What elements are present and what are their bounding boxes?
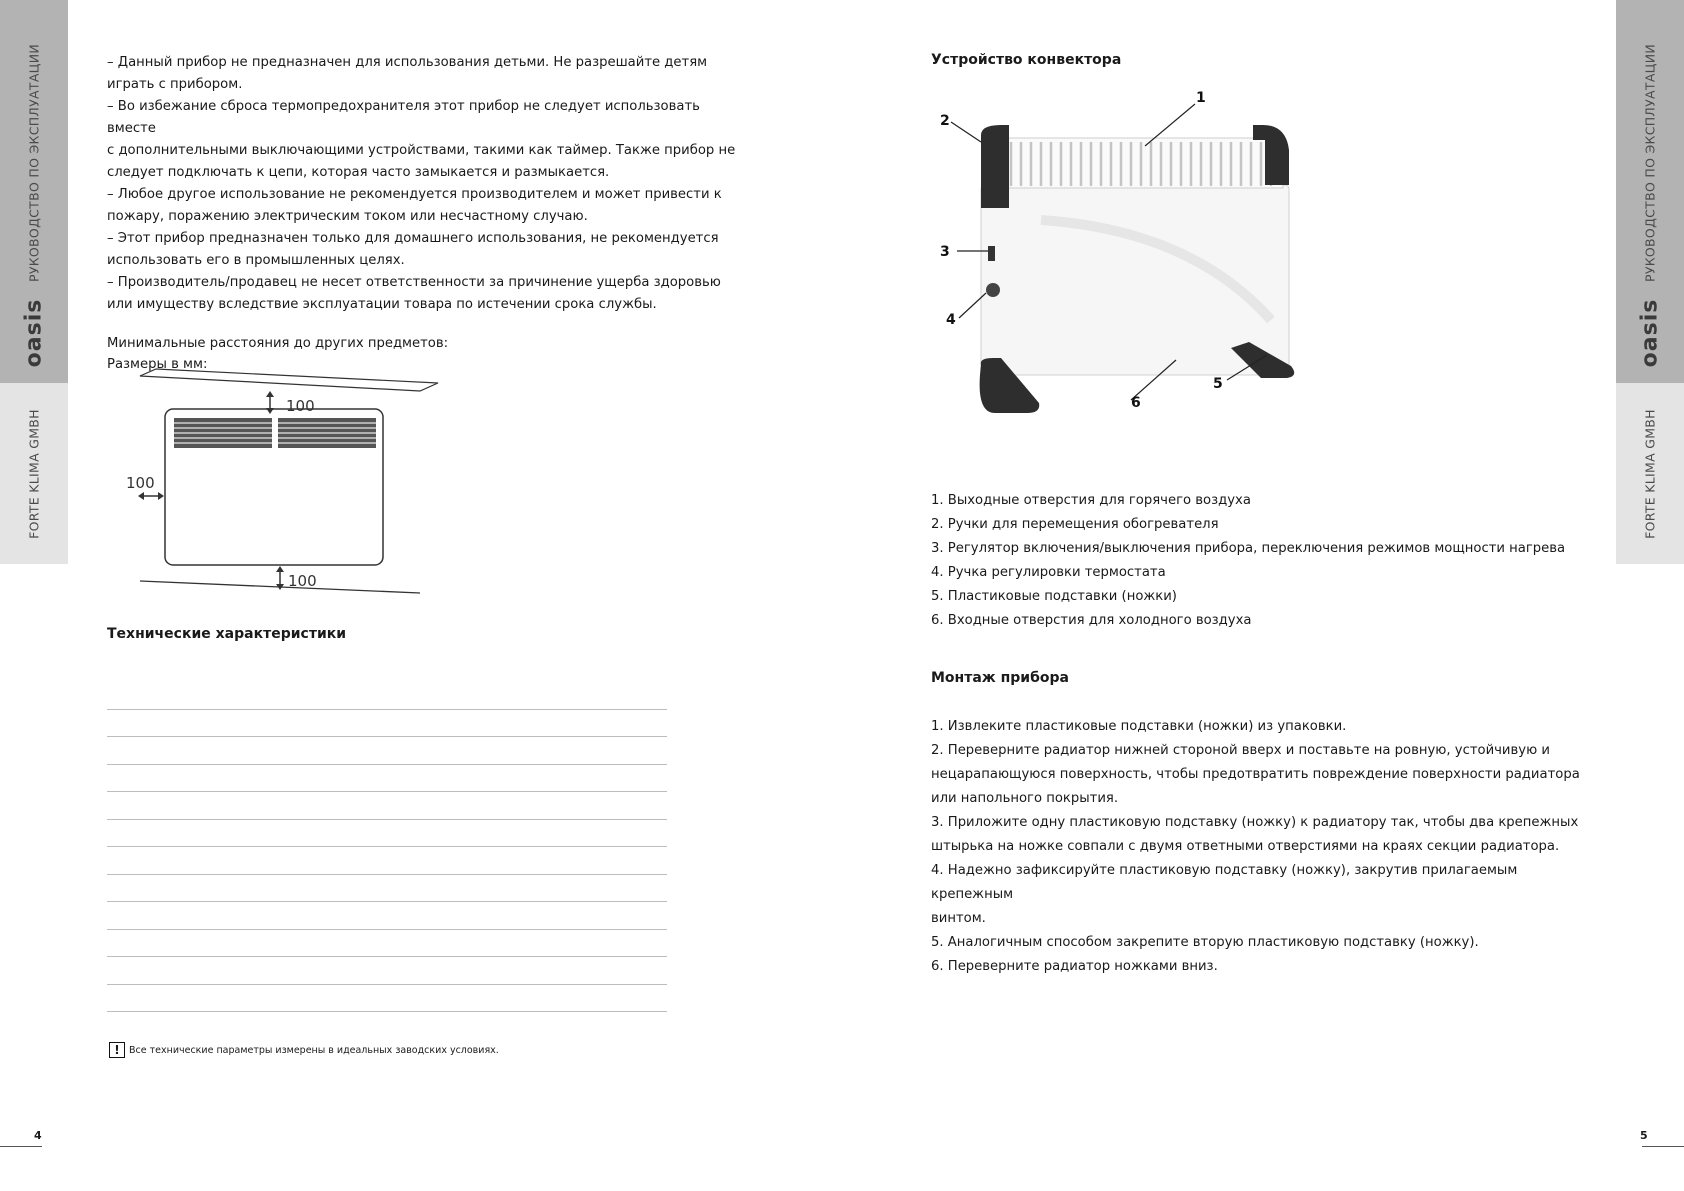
page-rule-left: [0, 1146, 42, 1147]
side-distance-label: 100: [126, 474, 155, 492]
table-row: [107, 820, 667, 848]
tech-specs-heading: Технические характеристики: [107, 626, 347, 642]
table-row: [107, 875, 667, 903]
left-sidebar: [0, 0, 68, 564]
table-row: [107, 710, 667, 738]
list-item: 1. Извлеките пластиковые подставки (ножки) из упаковки.: [931, 719, 1347, 734]
list-item: 3. Регулятор включения/выключения прибора, переключения режимов мощности нагрева: [931, 541, 1566, 556]
table-row: [107, 792, 667, 820]
sidebar-company: FORTE KLIMA GMBH: [26, 409, 42, 539]
warning-liability: – Производитель/продавец не несет ответственности за причинение ущерба здоровью или имуществу вследствие эксплуатации товара по истечении срока службы.: [107, 275, 721, 312]
thermostat-knob: [986, 283, 1000, 297]
sidebar-company: FORTE KLIMA GMBH: [1642, 409, 1658, 539]
list-item: 6. Переверните радиатор ножками вниз.: [931, 959, 1218, 974]
right-sidebar: [1616, 0, 1684, 564]
device-section: [931, 52, 1591, 68]
callout-1: 1: [1196, 90, 1206, 106]
list-item: 4. Ручка регулировки термостата: [931, 565, 1166, 580]
list-item: нецарапающуюся поверхность, чтобы предотвратить повреждение поверхности радиатора: [931, 767, 1580, 782]
list-item: 3. Приложите одну пластиковую подставку (ножку) к радиатору так, чтобы два крепежных: [931, 815, 1579, 830]
sidebar-manual-label: РУКОВОДСТВО ПО ЭКСПЛУАТАЦИИ: [1642, 43, 1658, 283]
warning-household: – Этот прибор предназначен только для домашнего использования, не рекомендуется использовать его в промышленных целях.: [107, 231, 719, 268]
sidebar-brand-logo: oasis: [1637, 298, 1663, 368]
left-handle: [981, 125, 1009, 208]
table-row: [107, 737, 667, 765]
warning-children: – Данный прибор не предназначен для использования детьми. Не разрешайте детям играть с прибором.: [107, 55, 708, 92]
page-number-right: 5: [1640, 1129, 1648, 1142]
top-grille: [983, 138, 1283, 188]
table-row: [107, 985, 667, 1013]
distances-units: Размеры в мм:: [107, 356, 208, 372]
list-item: 4. Надежно зафиксируйте пластиковую подставку (ножку), закрутив прилагаемым крепежным: [931, 863, 1518, 902]
wall-shelf-shape: [140, 369, 438, 391]
page-number-left: 4: [34, 1129, 42, 1142]
callout-6: 6: [1131, 395, 1141, 411]
tech-specs-table: [107, 682, 667, 1012]
montage-steps: [931, 715, 1581, 979]
list-item: или напольного покрытия.: [931, 791, 1119, 806]
power-switch: [988, 246, 995, 261]
clearance-diagram: [120, 366, 450, 606]
table-row: [107, 957, 667, 985]
convector-illustration: [931, 80, 1381, 430]
list-item: винтом.: [931, 911, 986, 926]
note-text: Все технические параметры измерены в идеальных заводских условиях.: [129, 1044, 499, 1056]
montage-heading: Монтаж прибора: [931, 670, 1069, 686]
sidebar-brand-logo: oasis: [21, 298, 47, 368]
callout-3: 3: [940, 244, 950, 260]
table-row: [107, 765, 667, 793]
callout-line-2: [951, 122, 981, 142]
warning-icon: !: [109, 1042, 125, 1058]
table-row: [107, 930, 667, 958]
list-item: 5. Аналогичным способом закрепите вторую пластиковую подставку (ножку).: [931, 935, 1479, 950]
parts-list: [931, 489, 1611, 633]
warning-other-use: – Любое другое использование не рекомендуется производителем и может привести к пожару, поражению электрическим током или несчастному случаю.: [107, 187, 722, 224]
list-item: 2. Ручки для перемещения обогревателя: [931, 517, 1219, 532]
bottom-distance-label: 100: [288, 572, 317, 590]
sidebar-manual-label: РУКОВОДСТВО ПО ЭКСПЛУАТАЦИИ: [26, 43, 42, 283]
list-item: штырька на ножке совпали с двумя ответными отверстиями на краях секции радиатора.: [931, 839, 1560, 854]
device-heading: Устройство конвектора: [931, 52, 1122, 68]
list-item: 1. Выходные отверстия для горячего воздуха: [931, 493, 1251, 508]
table-row: [107, 682, 667, 710]
table-row: [107, 847, 667, 875]
measurement-note: [109, 1042, 499, 1058]
warning-timer: – Во избежание сброса термопредохранителя этот прибор не следует использовать вместе с дополнительными выключающими устройствами, такими как таймер. Также прибор не следует подключать к цепи, которая часто замыкается и размыкается.: [107, 99, 736, 180]
callout-2: 2: [940, 113, 950, 129]
table-row: [107, 902, 667, 930]
callout-5: 5: [1213, 376, 1223, 392]
list-item: 2. Переверните радиатор нижней стороной вверх и поставьте на ровную, устойчивую и: [931, 743, 1550, 758]
list-item: 5. Пластиковые подставки (ножки): [931, 589, 1177, 604]
safety-warnings: [107, 52, 747, 375]
callout-4: 4: [946, 312, 956, 328]
top-distance-label: 100: [286, 397, 315, 415]
page-rule-right: [1642, 1146, 1684, 1147]
distances-title: Минимальные расстояния до других предметов:: [107, 336, 449, 351]
list-item: 6. Входные отверстия для холодного воздуха: [931, 613, 1252, 628]
